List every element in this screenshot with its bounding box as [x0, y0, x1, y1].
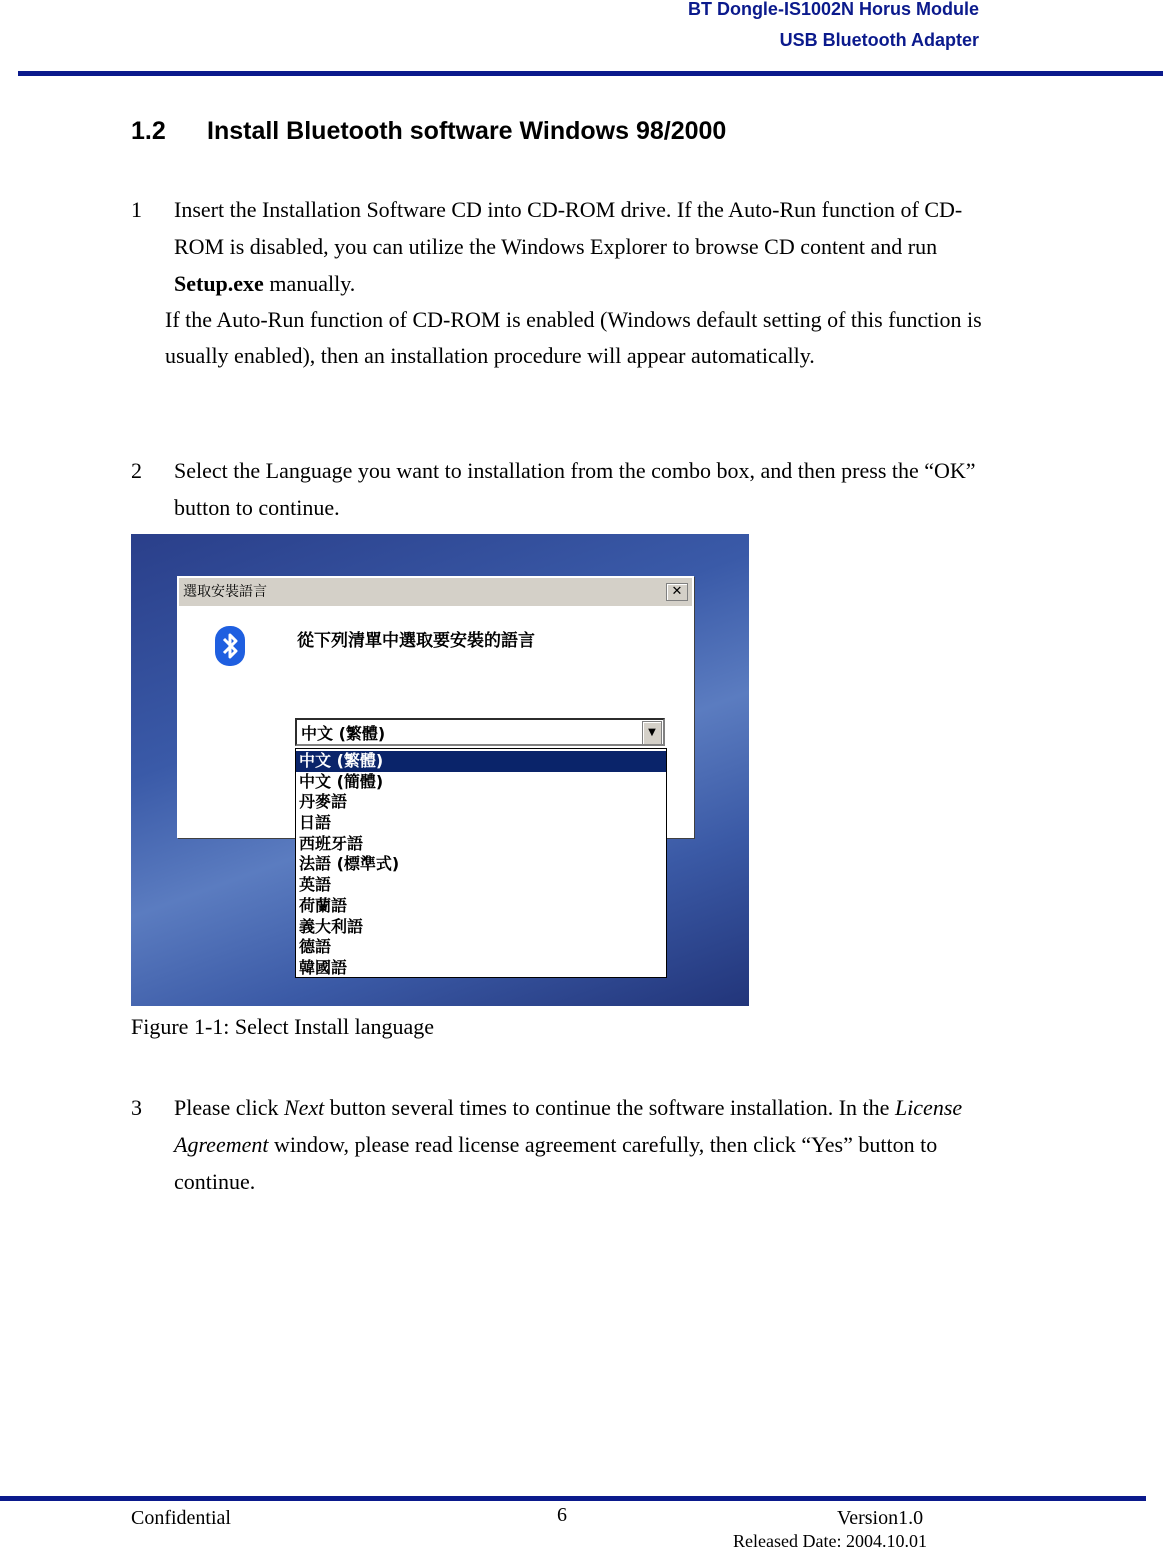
language-option[interactable]: 德語	[299, 937, 332, 957]
language-option[interactable]: 西班牙語	[299, 833, 364, 853]
language-option[interactable]: 日語	[299, 813, 332, 833]
figure-caption: Figure 1-1: Select Install language	[131, 1014, 435, 1039]
header-subtitle: USB Bluetooth Adapter	[779, 30, 979, 50]
step-2-number: 2	[131, 458, 142, 483]
header-product: BT Dongle-IS1002N Horus Module	[687, 0, 979, 19]
section-title: Install Bluetooth software Windows 98/2000	[207, 117, 727, 145]
language-option[interactable]: 義大利語	[299, 916, 364, 936]
footer-released: Released Date: 2004.10.01	[733, 1531, 927, 1551]
close-icon[interactable]: ✕	[666, 583, 688, 601]
step-3-text-3: window, please read license agreement carefully, then click “Yes” button to continue.	[174, 1132, 938, 1194]
combo-value: 中文 (繁體)	[301, 724, 386, 743]
section-heading	[131, 117, 726, 146]
section-number: 1.2	[131, 117, 166, 145]
step-1-number: 1	[131, 197, 142, 222]
step-3-text-2: button several times to continue the software installation. In the	[324, 1095, 895, 1120]
language-option[interactable]: 中文 (簡體)	[299, 771, 384, 791]
license-agreement-term: License Agreement	[174, 1095, 963, 1157]
language-option[interactable]: 英語	[299, 875, 332, 895]
step-3-number: 3	[131, 1095, 142, 1120]
bluetooth-icon	[215, 626, 245, 666]
page-number: 6	[557, 1504, 567, 1526]
dialog-title: 選取安裝語言	[179, 578, 692, 606]
step-1-text: Insert the Installation Software CD into CD-ROM drive. If the Auto-Run function of CD-ROM is disabled, you can utilize the Windows Explorer to browse CD content and run	[174, 197, 963, 259]
language-option[interactable]: 法語 (標準式)	[299, 854, 400, 874]
language-option[interactable]: 韓國語	[299, 957, 348, 977]
setup-exe: Setup.exe	[174, 271, 264, 296]
language-option[interactable]: 丹麥語	[299, 792, 348, 812]
step-1-text-end: manually.	[263, 271, 356, 296]
step-3	[131, 1089, 1011, 1200]
step-3-text: Please click	[174, 1095, 284, 1120]
language-option[interactable]: 荷蘭語	[299, 895, 348, 915]
language-dropdown	[295, 748, 667, 978]
language-dialog-screenshot	[131, 534, 749, 1006]
footer-confidential: Confidential	[131, 1507, 231, 1529]
step-2-text: Select the Language you want to installation from the combo box, and then press the “OK” button to continue.	[174, 458, 976, 520]
next-term: Next	[283, 1095, 325, 1120]
step-2	[131, 452, 1011, 526]
dialog-prompt: 從下列清單中選取要安裝的語言	[297, 631, 535, 651]
step-1	[131, 191, 1011, 302]
step-1-note: If the Auto-Run function of CD-ROM is enabled (Windows default setting of this function is usually enabled), then an installation procedure will appear automatically.	[165, 307, 982, 368]
header-rule	[18, 71, 1163, 76]
language-option[interactable]: 中文 (繁體)	[296, 751, 666, 772]
language-combo[interactable]	[295, 718, 665, 746]
chevron-down-icon[interactable]: ▼	[642, 721, 662, 745]
footer-version: Version1.0	[837, 1507, 924, 1529]
footer-rule	[0, 1496, 1146, 1501]
